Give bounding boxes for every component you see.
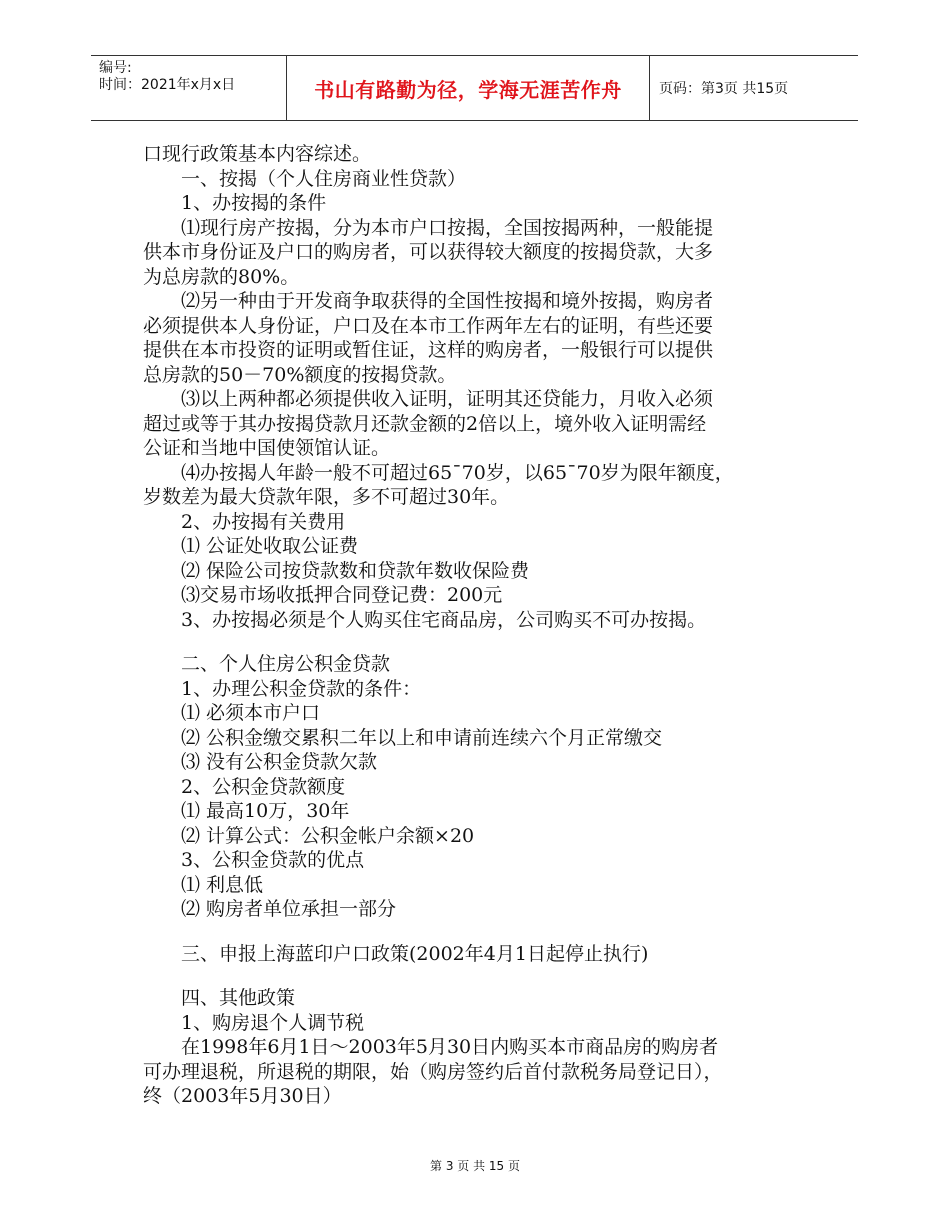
text-line: 四、其他政策 <box>143 987 296 1009</box>
paragraph-gap <box>143 632 828 652</box>
text-line: 可办理退税，所退税的期限，始（购房签约后首付款税务局登记日）， <box>143 1060 723 1083</box>
text-line: 公证和当地中国使领馆认证。 <box>143 437 391 459</box>
text-line: 3、办按揭必须是个人购买住宅商品房，公司购买不可办按揭。 <box>143 608 707 631</box>
text-line: 岁数差为最大贷款年限，多不可超过30年。 <box>143 486 510 508</box>
paragraph-gap <box>143 966 828 986</box>
text-line: 2、公积金贷款额度 <box>143 775 346 798</box>
text-line: ⑶ 没有公积金贷款欠款 <box>143 751 378 773</box>
document-number-label: 编号: <box>99 60 132 76</box>
text-line: 2、办按揭有关费用 <box>143 510 346 533</box>
text-line: ⑴ 公证处收取公证费 <box>143 535 359 557</box>
text-line: 1、办按揭的条件 <box>143 192 327 214</box>
text-line: 1、办理公积金贷款的条件： <box>143 677 422 700</box>
text-line: ⑵ 保险公司按贷款数和贷款年数收保险费 <box>143 559 530 582</box>
text-line: 三、申报上海蓝印户口政策(2002年4月1日起停止执行) <box>143 942 649 965</box>
text-line: ⑵ 公积金缴交累积二年以上和申请前连续六个月正常缴交 <box>143 726 663 749</box>
text-line: ⑴ 必须本市户口 <box>143 702 321 724</box>
text-line: ⑴ 最高10万，30年 <box>143 800 350 822</box>
text-line: ⑴现行房产按揭，分为本市户口按揭，全国按揭两种，一般能提 <box>143 216 714 239</box>
header-page-info: 页码：第3页 共15页 <box>659 81 789 97</box>
text-line: 总房款的50－70%额度的按揭贷款。 <box>143 363 457 386</box>
text-line: 二、个人住房公积金贷款 <box>143 653 391 675</box>
text-line: ⑵ 购房者单位承担一部分 <box>143 898 397 920</box>
text-line: ⑵ 计算公式：公积金帐户余额×20 <box>143 824 475 847</box>
text-line: 一、按揭（个人住房商业性贷款） <box>143 167 467 190</box>
text-line: 3、公积金贷款的优点 <box>143 849 365 871</box>
text-line: 为总房款的80%。 <box>143 265 300 288</box>
text-line: 口现行政策基本内容综述。 <box>143 143 372 165</box>
text-line: ⑶交易市场收抵押合同登记费：200元 <box>143 584 503 606</box>
text-line: ⑶以上两种都必须提供收入证明，证明其还贷能力，月收入必须 <box>143 388 714 410</box>
text-line: ⑷办按揭人年龄一般不可超过65¯70岁，以65¯70岁为限年额度， <box>143 461 734 484</box>
text-line: 供本市身份证及户口的购房者，可以获得较大额度的按揭贷款，大多 <box>143 241 714 263</box>
header-motto: 书山有路勤为径，学海无涯苦作舟 <box>287 56 650 120</box>
document-time-label: 时间：2021年x月x日 <box>99 77 236 93</box>
text-line: 超过或等于其办按揭贷款月还款金额的2倍以上，境外收入证明需经 <box>143 412 707 435</box>
text-line: 必须提供本人身份证，户口及在本市工作两年左右的证明，有些还要 <box>143 314 714 337</box>
text-line: ⑵另一种由于开发商争取获得的全国性按揭和境外按揭，购房者 <box>143 290 714 312</box>
paragraph-gap <box>143 922 828 942</box>
document-body <box>143 142 828 1109</box>
text-line: 提供在本市投资的证明或暂住证，这样的购房者，一般银行可以提供 <box>143 339 714 361</box>
page-footer: 第 3 页 共 15 页 <box>430 1159 520 1173</box>
text-line: 终（2003年5月30日） <box>143 1085 342 1107</box>
text-line: ⑴ 利息低 <box>143 873 264 896</box>
text-line: 在1998年6月1日～2003年5月30日内购买本市商品房的购房者 <box>143 1036 719 1058</box>
text-line: 1、购房退个人调节税 <box>143 1011 365 1034</box>
header-meta <box>91 56 287 120</box>
page-header <box>91 55 858 121</box>
